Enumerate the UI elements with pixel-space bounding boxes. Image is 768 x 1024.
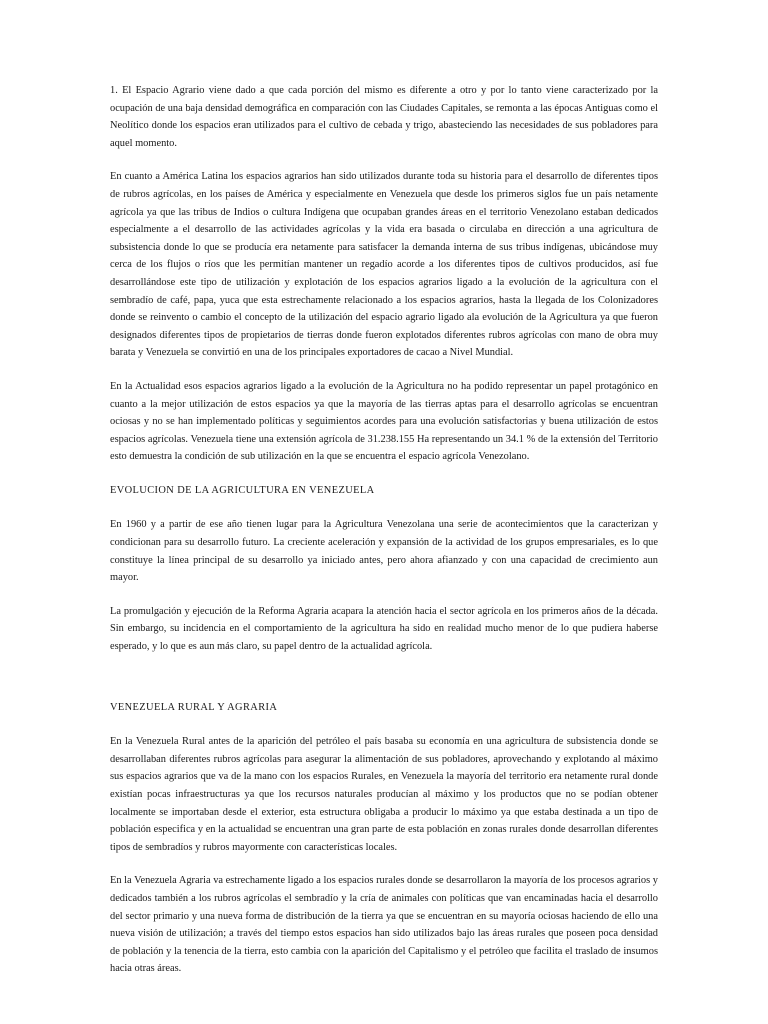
paragraph-venezuela-rural: En la Venezuela Rural antes de la aparición del petróleo el país basaba su economía en una agricultura de subsistencia donde se desarrollaban diferentes rubros agrícolas para asegurar la alimentación de sus pobladores, aprovechando y explotando al máximo sus espacios agrarios que va de la mano con los espacios Rurales, en Venezuela la mayoría del territorio era netamente rural donde existían pocas infraestructuras ya que los recursos naturales producían al máximo y los productos que no se podían obtener localmente se importaban desde el exterior, esta estructura obligaba a producir lo máximo ya que estaba destinada a un tipo de población especifica y en la actualidad se encuentran una gran parte de esta población en zonas rurales donde desarrollan diferentes tipos de sembradíos y rubros mayormente con características locales. bbox=[110, 736, 658, 853]
paragraph-1960: En 1960 y a partir de ese año tienen lugar para la Agricultura Venezolana una serie de acontecimientos que la caracterizan y condicionan para su desarrollo futuro. La creciente aceleración y expansión de la actividad de los grupos empresariales, es lo que constituye la línea principal de su desarrollo ya iniciado antes, pero ahora afianzado y con una capacidad de crecimiento aun mayor. bbox=[110, 519, 658, 584]
paragraph-actualidad: En la Actualidad esos espacios agrarios ligado a la evolución de la Agricultura no ha podido representar un papel protagónico en cuanto a la mejor utilización de estos espacios ya que la mayoría de las tierras aptas para el desarrollo agrícolas se encuentran ociosas y no se han implementado políticas y seguimientos acordes para una evolución satisfactorias y buena utilización de estos espacios agrícolas. Venezuela tiene una extensión agrícola de 31.238.155 Ha representando un 34.1 % de la extensión del Territorio esto demuestra la condición de sub utilización en la que se encuentra el espacio agrícola Venezolano. bbox=[110, 380, 658, 463]
paragraph-espacio-agrario: 1. El Espacio Agrario viene dado a que cada porción del mismo es diferente a otro y por lo tanto viene caracterizado por la ocupación de una baja densidad demográfica en comparación con las Ciudades Capitales, se remonta a las épocas Antiguas como el Neolítico donde los espacios eran utilizados para el cultivo de cebada y trigo, abasteciendo las necesidades de sus pobladores para aquel momento. bbox=[110, 85, 658, 149]
paragraph-reforma-agraria: La promulgación y ejecución de la Reforma Agraria acapara la atención hacia el sector agrícola en los primeros años de la década. Sin embargo, su incidencia en el comportamiento de la agricultura ha sido en realidad mucho menor de lo que pudiera haberse esperado, y lo que es aun más claro, su papel dentro de la actualidad agrícola. bbox=[110, 605, 658, 653]
paragraph-venezuela-agraria: En la Venezuela Agraria va estrechamente ligado a los espacios rurales donde se desarrollaron la mayoría de los procesos agrarios y dedicados también a los rubros agrícolas el sembradío y la cría de animales con políticas que van encaminadas hacia el desarrollo del sector primario y una nueva forma de distribución de la tierra ya que se encuentran en su mayoría ociosas haciendo de ello una nueva visión de utilización; a través del tiempo estos espacios han sido utilizados bajo las áreas rurales que poseen poca densidad de población y la tenencia de la tierra, esto cambia con la aparición del Capitalismo y el petróleo que facilita el traslado de insumos hacia otras áreas. bbox=[110, 875, 658, 975]
document-page bbox=[110, 82, 658, 994]
heading-evolucion-agricultura: EVOLUCION DE LA AGRICULTURA EN VENEZUELA bbox=[110, 484, 375, 496]
paragraph-america-latina: En cuanto a América Latina los espacios agrarios han sido utilizados durante toda su historia para el desarrollo de diferentes tipos de rubros agrícolas, en los países de América y especialmente en Venezuela que desde los primeros siglos fue un país netamente agrícola ya que las tribus de Indios o cultura Indígena que ocupaban grandes áreas en el territorio Venezolano estaban dedicados especialmente a el desarrollo de las actividades agrícolas y la vida era basada o circulaba en dirección a una agricultura de subsistencia donde lo que se producía era netamente para satisfacer la demanda interna de sus tribus indígenas, ubicándose muy cerca de los flujos o ríos que les permitían mantener un regadío acorde a los diferentes tipos de cultivos producidos, así fue desarrollándose este tipo de utilización y explotación de los espacios agrarios ligado a la evolución de la agricultura con el sembradío de café, papa, yuca que esta estrechamente relacionado a los espacios agrarios, hasta la llegada de los Colonizadores donde se reinvento o cambio el concepto de la utilización del espacio agrario ligado ala evolución de la Agricultura ya que fueron designados diferentes tipos de propietarios de tierras donde fueron explotados diferentes rubros agrícolas con mano de obra muy barata y Venezuela se convirtió en una de los principales exportadores de cacao a Nivel Mundial. bbox=[110, 171, 658, 359]
heading-venezuela-rural-agraria: VENEZUELA RURAL Y AGRARIA bbox=[110, 701, 278, 713]
section-spacer bbox=[110, 672, 658, 699]
